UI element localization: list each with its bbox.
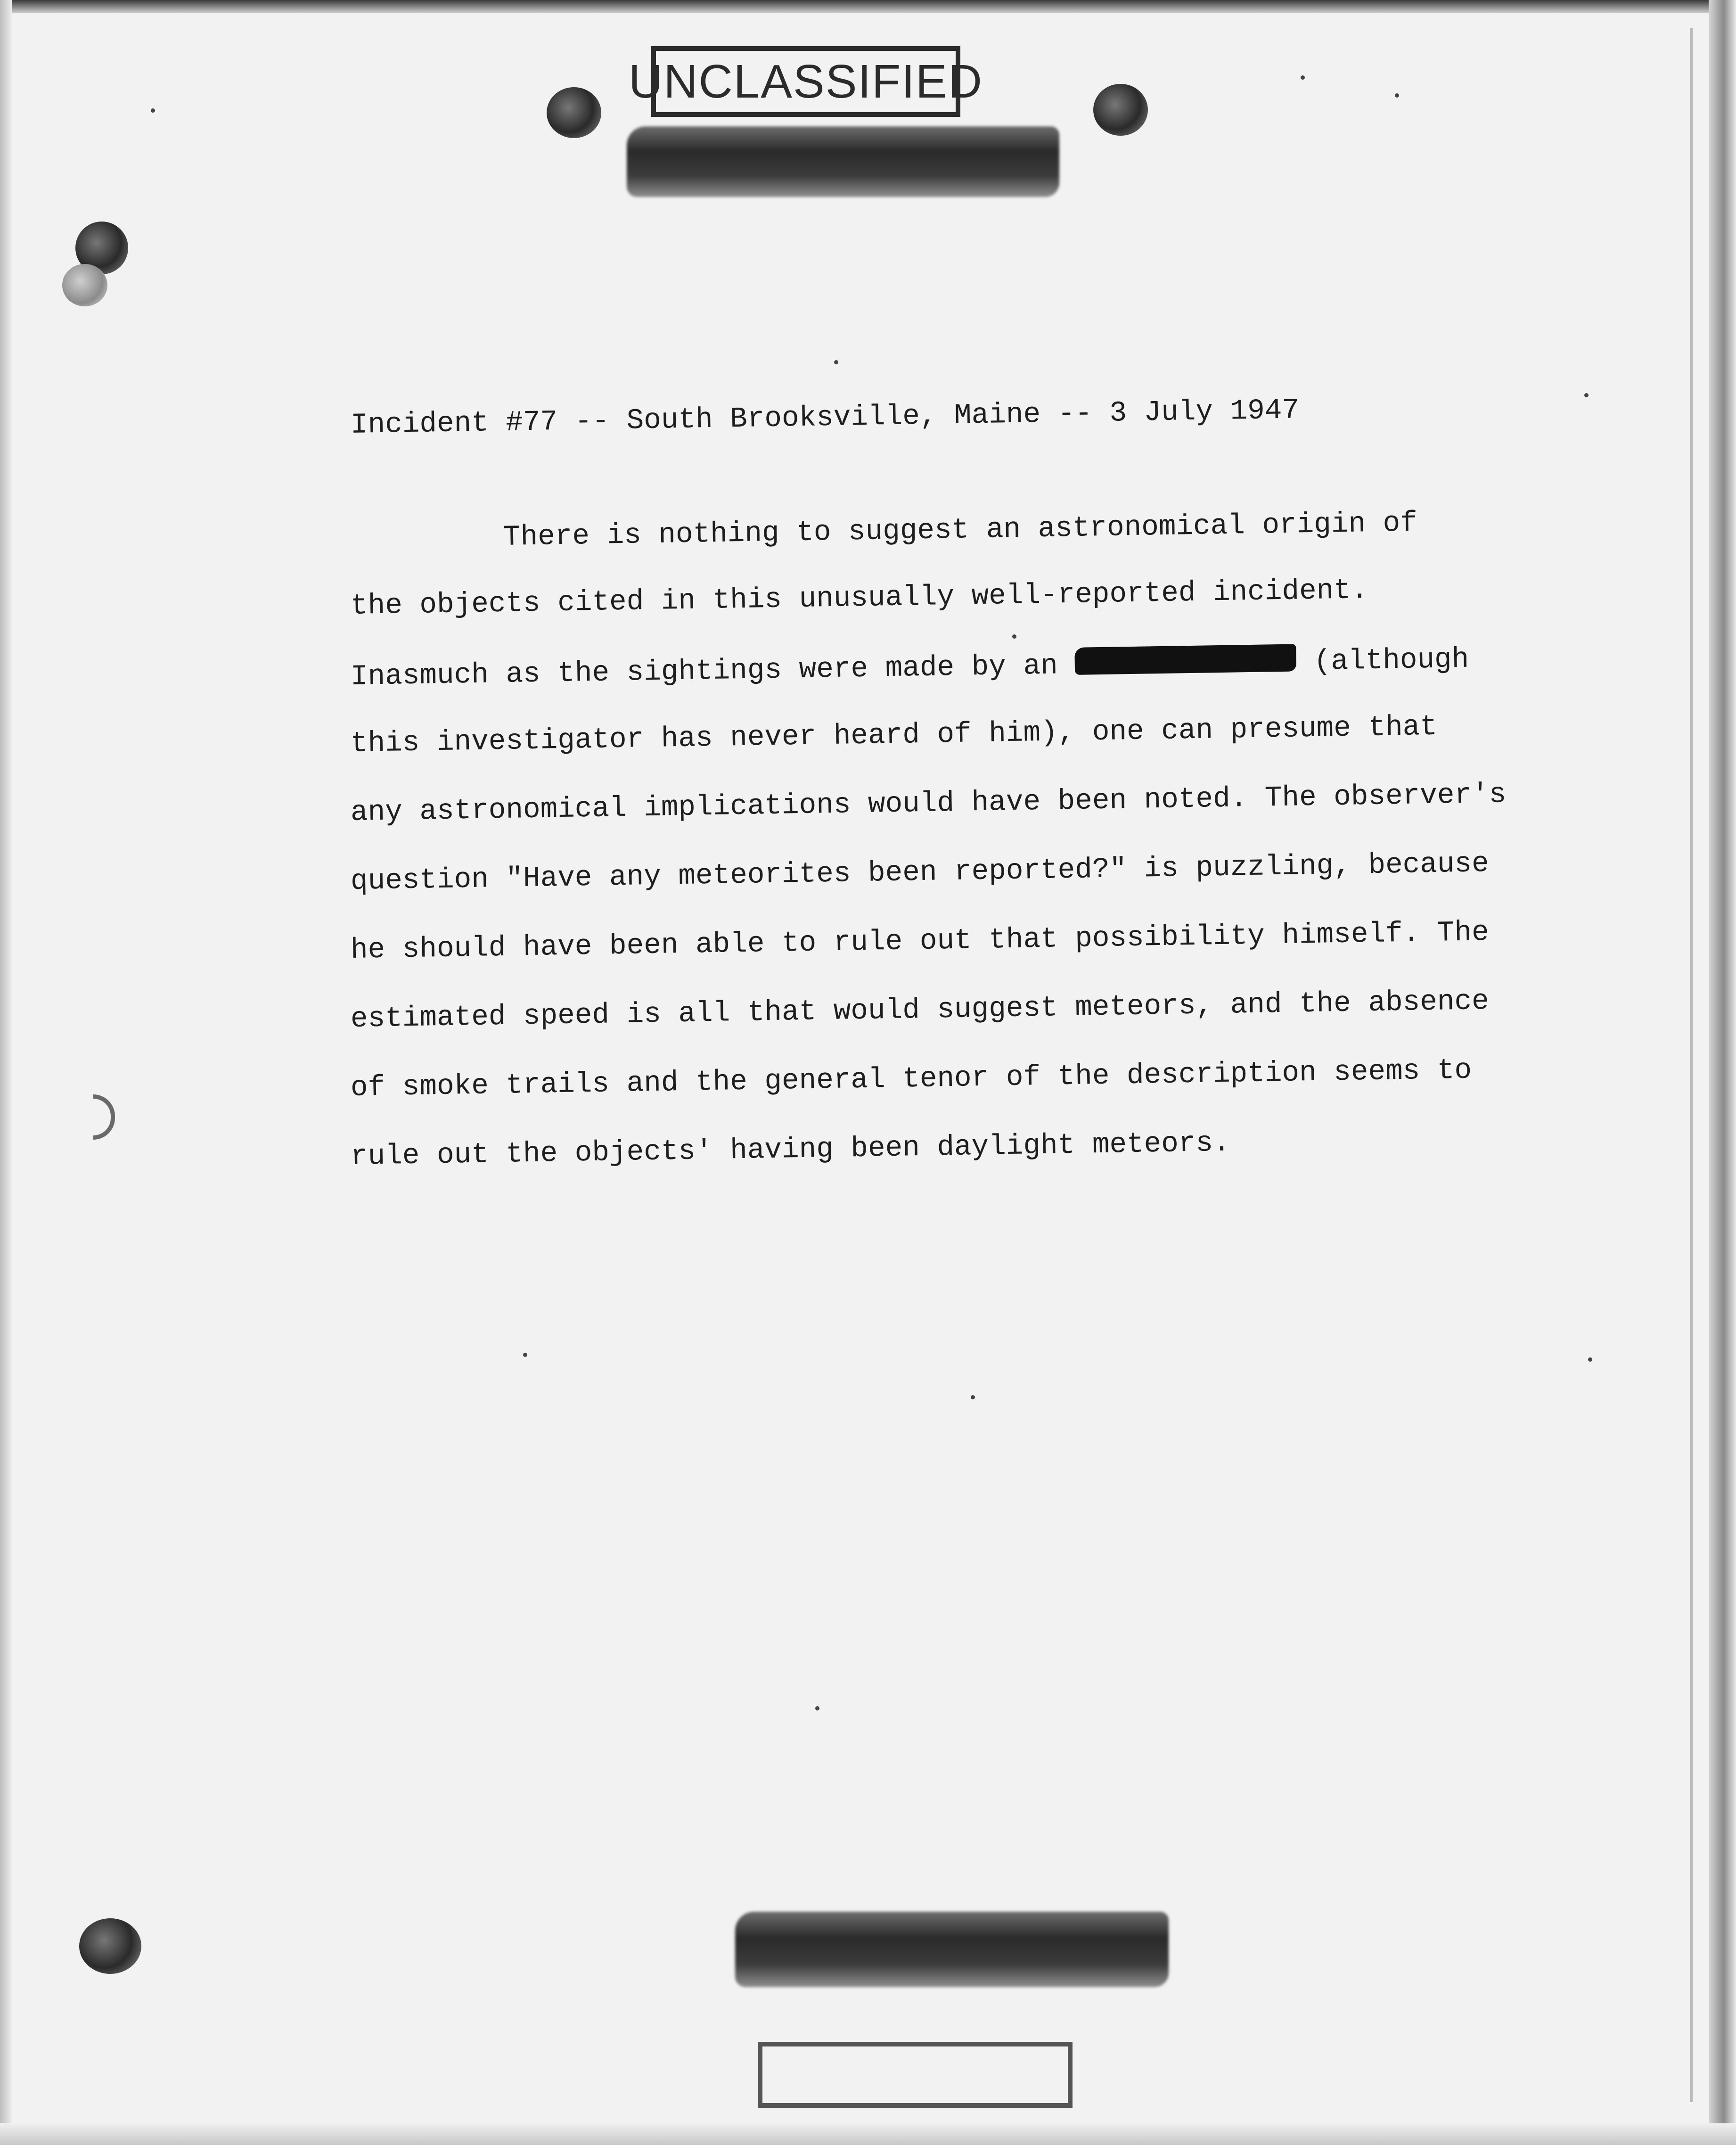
scan-border-bottom: [0, 2123, 1736, 2145]
speck: [1588, 1357, 1592, 1362]
paragraph-line-8: [350, 985, 1489, 1036]
paragraph-line-7: [350, 916, 1489, 967]
speck: [971, 1395, 975, 1399]
paragraph-line-9: [350, 1054, 1472, 1104]
paragraph-line-4-text: this investigator has never heard of him), one can presume that: [350, 710, 1438, 760]
paragraph-line-6: [350, 847, 1489, 898]
speck: [834, 360, 838, 364]
scan-border-left: [0, 0, 12, 2145]
speck: [151, 108, 155, 113]
paragraph-line-9-text: of smoke trails and the general tenor of the description seems to: [350, 1054, 1472, 1104]
speck: [1301, 75, 1305, 80]
paragraph-line-10-text: rule out the objects' having been daylight meteors.: [350, 1126, 1231, 1173]
speck: [1012, 634, 1016, 639]
scan-border-right: [1709, 0, 1736, 2145]
paragraph-line-3-tail: (although: [1313, 643, 1469, 678]
punch-hole-left-lower: [79, 1918, 141, 1974]
paragraph-line-1-text: There is nothing to suggest an astronomical origin of: [503, 507, 1418, 554]
paragraph-line-5-text: any astronomical implications would have been noted. The observer's: [350, 778, 1507, 829]
scan-border-line: [1690, 28, 1693, 2102]
punch-hole-top-center-left: [547, 87, 601, 138]
scan-border-top: [0, 0, 1736, 13]
margin-mark: [93, 1094, 115, 1140]
incident-heading: Incident #77 -- South Brooksville, Maine -- 3 July 1947: [350, 394, 1300, 442]
paragraph-line-1: [503, 507, 1417, 554]
paragraph-line-7-text: he should have been able to rule out that possibility himself. The: [350, 916, 1490, 967]
paragraph-line-2: [350, 574, 1368, 623]
speck: [523, 1353, 527, 1357]
speck: [815, 1706, 819, 1710]
punch-hole-left-upper-shadow: [62, 264, 107, 306]
classification-stamp-text: UNCLASSIFIED: [629, 55, 983, 108]
redaction-smudge-top: [627, 126, 1059, 197]
redaction-smudge-bottom: [735, 1912, 1169, 1987]
paragraph-line-5: [350, 778, 1506, 829]
punch-hole-top-center-right: [1093, 84, 1148, 136]
classification-stamp: [629, 46, 983, 117]
speck: [1395, 93, 1399, 98]
paragraph-line-6-text: question "Have any meteorites been reported?" is puzzling, because: [350, 847, 1490, 898]
paragraph-line-10: [350, 1127, 1230, 1173]
paragraph-line-4: [350, 711, 1437, 760]
paragraph-line-2-text: the objects cited in this unusually well-reported incident.: [350, 574, 1369, 623]
paragraph-line-8-text: estimated speed is all that would suggest meteors, and the absence: [350, 985, 1490, 1036]
inline-redaction: [1075, 644, 1297, 674]
bottom-stamp-box: [758, 2042, 1073, 2108]
paragraph-line-3: [350, 641, 1469, 693]
speck: [1584, 393, 1589, 397]
paragraph-line-3-text: Inasmuch as the sightings were made by an: [350, 649, 1058, 693]
